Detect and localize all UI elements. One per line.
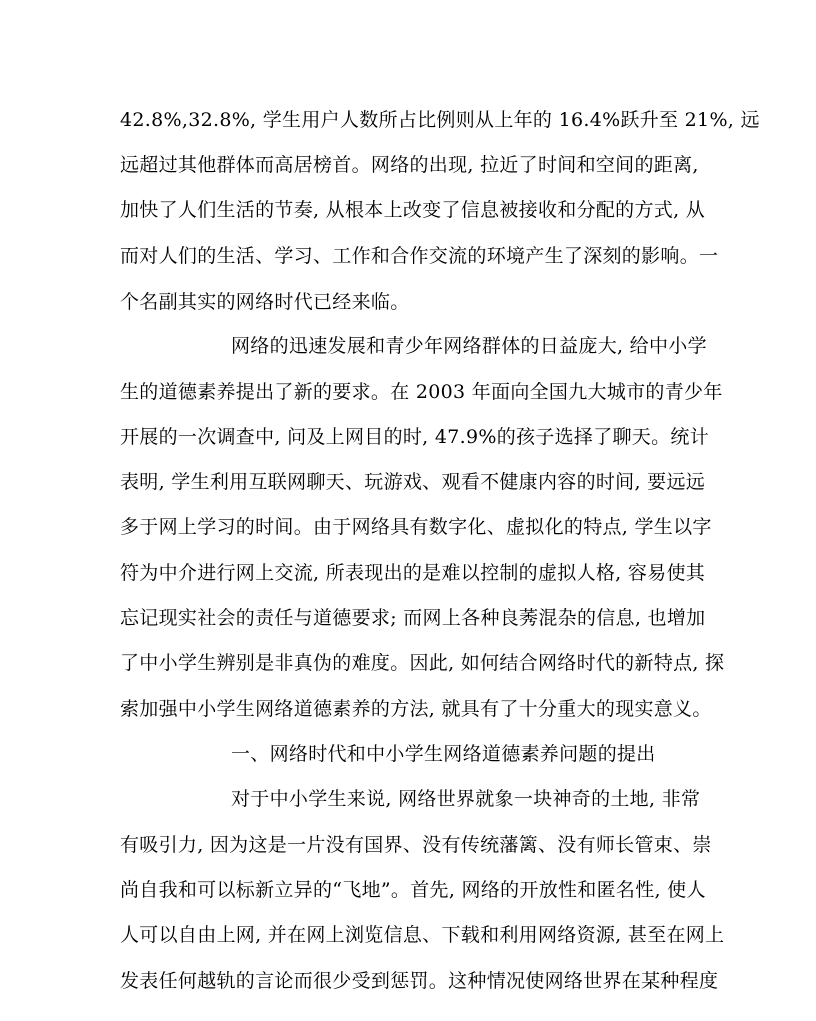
paragraph-line: 忘记现实社会的责任与道德要求; 而网上各种良莠混杂的信息, 也增加 (120, 607, 706, 629)
paragraph-line: 个名副其实的网络时代已经来临。 (120, 291, 410, 313)
paragraph-line: 表明, 学生利用互联网聊天、玩游戏、观看不健康内容的时间, 要远远 (120, 471, 706, 493)
paragraph-line: 符为中介进行网上交流, 所表现出的是难以控制的虚拟人格, 容易使其 (120, 562, 706, 584)
paragraph-line: 加快了人们生活的节奏, 从根本上改变了信息被接收和分配的方式, 从 (120, 199, 706, 221)
paragraph-line: 人可以自由上网, 并在网上浏览信息、下载和利用网络资源, 甚至在网上 (120, 924, 725, 946)
paragraph-line: 多于网上学习的时间。由于网络具有数字化、虚拟化的特点, 学生以字 (120, 516, 712, 538)
paragraph-line: 有吸引力, 因为这是一片没有国界、没有传统藩篱、没有师长管束、崇 (120, 834, 712, 856)
paragraph-line: 生的道德素养提出了新的要求。在 2003 年面向全国九大城市的青少年 (120, 381, 723, 403)
paragraph-line: 开展的一次调查中, 问及上网目的时, 47.9%的孩子选择了聊天。统计 (120, 426, 710, 448)
paragraph-line: 远超过其他群体而高居榜首。网络的出现, 拉近了时间和空间的距离, (120, 154, 699, 176)
paragraph-line: 而对人们的生活、学习、工作和合作交流的环境产生了深刻的影响。一 (120, 245, 719, 267)
section-heading: 一、网络时代和中小学生网络道德素养问题的提出 (231, 743, 656, 765)
paragraph-line: 索加强中小学生网络道德素养的方法, 就具有了十分重大的现实意义。 (120, 698, 712, 720)
paragraph-line: 发表任何越轨的言论而很少受到惩罚。这种情况使网络世界在某种程度 (120, 970, 719, 992)
paragraph-line: 了中小学生辨别是非真伪的难度。因此, 如何结合网络时代的新特点, 探 (120, 652, 725, 674)
paragraph-line: 对于中小学生来说, 网络世界就象一块神奇的土地, 非常 (231, 788, 701, 810)
paragraph-line: 尚自我和可以标新立异的“飞地”。首先, 网络的开放性和匿名性, 使人 (120, 879, 706, 901)
paragraph-line: 42.8%,32.8%, 学生用户人数所占比例则从上年的 16.4%跃升至 21%, 远 (120, 109, 760, 131)
paragraph-line: 网络的迅速发展和青少年网络群体的日益庞大, 给中小学 (231, 335, 707, 357)
